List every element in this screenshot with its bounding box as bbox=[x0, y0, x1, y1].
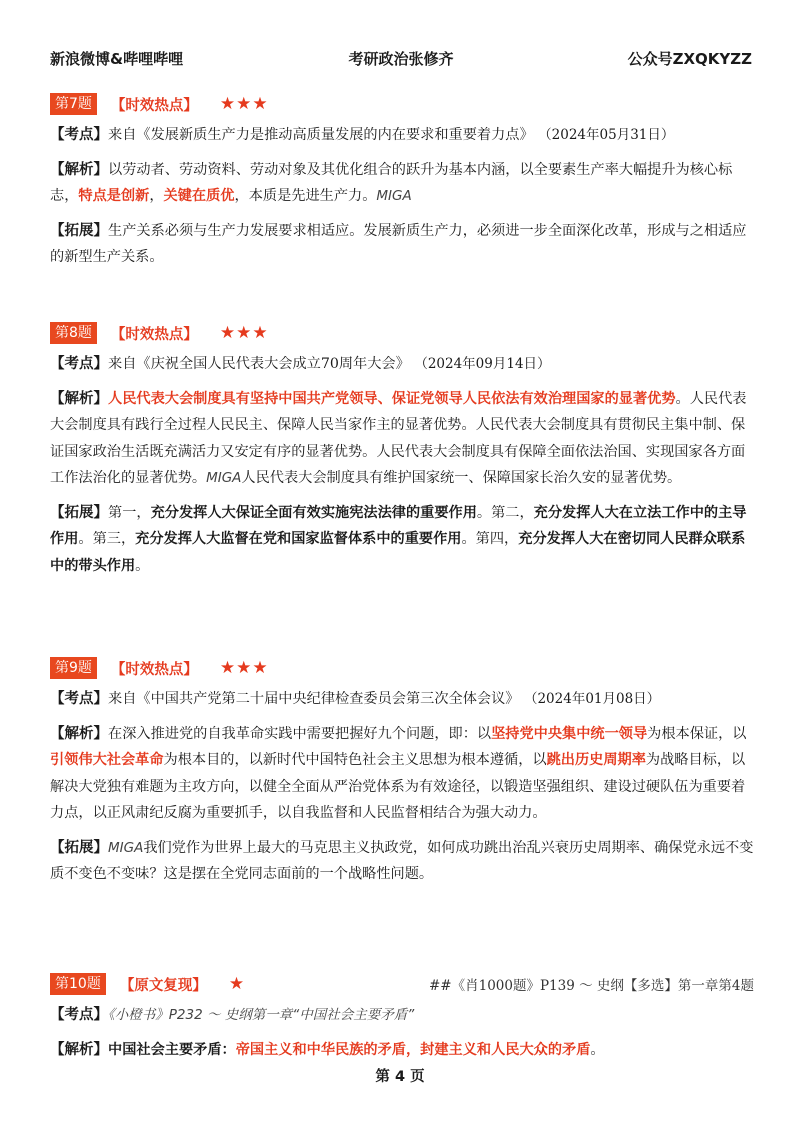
question-9 bbox=[50, 656, 754, 888]
question-9-title bbox=[50, 656, 754, 680]
page-number: 第 4 页 bbox=[375, 1069, 425, 1085]
star-rating: ★ bbox=[228, 974, 246, 994]
star-rating: ★★★ bbox=[219, 323, 269, 343]
header-title: 考研政治张修齐 bbox=[348, 50, 454, 68]
question-reference: ##《肖1000题》P139 ～ 史纲【多选】第一章第4题 bbox=[428, 978, 754, 994]
question-tag: 【时效热点】 bbox=[110, 661, 198, 678]
jiexi: 【解析】中国社会主要矛盾：帝国主义和中华民族的矛盾，封建主义和人民大众的矛盾。 bbox=[50, 1041, 605, 1058]
jiexi: 【解析】人民代表大会制度具有坚持中国共产党领导、保证党领导人民依法有效治理国家的显著优势。人民代表大会制度具有践行全过程人民民主、保障人民当家作主的显著优势。人民代表大会制度具有贯彻民主集中制、保证国家政治生活既充满活力又安定有序的显著优势。人民代表大会制度具有保障全面依法治国、实现国家各方面工作法治化的显著优势。MIGA人民代表大会制度具有维护国家统一、保障国家长治久安的显著优势。 bbox=[50, 390, 747, 486]
page-header bbox=[50, 48, 752, 74]
kaodian: 【考点】来自《中国共产党第二十届中央纪律检查委员会第三次全体会议》 （2024年01月08日） bbox=[50, 691, 661, 707]
question-number-badge: 第9题 bbox=[50, 657, 97, 679]
question-number-badge: 第7题 bbox=[50, 93, 97, 115]
watermark: MIGA bbox=[206, 470, 242, 486]
star-rating: ★★★ bbox=[219, 658, 269, 678]
question-10-title bbox=[50, 972, 754, 996]
question-8 bbox=[50, 321, 754, 579]
question-number-badge: 第10题 bbox=[50, 973, 106, 995]
tuozhan: 【拓展】生产关系必须与生产力发展要求相适应。发展新质生产力，必须进一步全面深化改革，形成与之相适应的新型生产关系。 bbox=[50, 222, 747, 265]
question-7 bbox=[50, 92, 754, 271]
header-wechat-account: 公众号ZXQKYZZ bbox=[627, 50, 752, 68]
question-tag: 【时效热点】 bbox=[110, 326, 198, 343]
watermark: MIGA bbox=[376, 188, 412, 204]
jiexi: 【解析】以劳动者、劳动资料、劳动对象及其优化组合的跃升为基本内涵，以全要素生产率大幅提升为核心标志，特点是创新，关键在质优，本质是先进生产力。MIGA bbox=[50, 161, 733, 204]
jiexi: 【解析】在深入推进党的自我革命实践中需要把握好九个问题，即：以坚持党中央集中统一领导为根本保证，以引领伟大社会革命为根本目的，以新时代中国特色社会主义思想为根本遵循，以跳出历史周期率为战略目标，以解决大党独有难题为主攻方向，以健全全面从严治党体系为有效途径，以锻造坚强组织、建设过硬队伍为重要着力点，以正风肃纪反腐为重要抓手，以自我监督和人民监督相结合为强大动力。 bbox=[50, 725, 747, 821]
kaodian: 【考点】来自《发展新质生产力是推动高质量发展的内在要求和重要着力点》 （2024年05月31日） bbox=[50, 127, 675, 143]
question-10 bbox=[50, 972, 754, 1063]
question-number-badge: 第8题 bbox=[50, 322, 97, 344]
question-7-title bbox=[50, 92, 754, 116]
tuozhan: 【拓展】第一，充分发挥人大保证全面有效实施宪法法律的重要作用。第二，充分发挥人大在立法工作中的主导作用。第三，充分发挥人大监督在党和国家监督体系中的重要作用。第四，充分发挥人大在密切同人民群众联系中的带头作用。 bbox=[50, 504, 747, 574]
watermark: MIGA bbox=[108, 839, 144, 856]
tuozhan: 【拓展】MIGA我们党作为世界上最大的马克思主义执政党，如何成功跳出治乱兴衰历史周期率、确保党永远不变质不变色不变味？这是摆在全党同志面前的一个战略性问题。 bbox=[50, 839, 754, 882]
kaodian: 【考点】《小橙书》P232 ～ 史纲第一章“中国社会主要矛盾” bbox=[50, 1007, 415, 1023]
kaodian: 【考点】来自《庆祝全国人民代表大会成立70周年大会》 （2024年09月14日） bbox=[50, 356, 551, 372]
question-tag: 【时效热点】 bbox=[110, 97, 198, 114]
question-8-title bbox=[50, 321, 754, 345]
star-rating: ★★★ bbox=[219, 94, 269, 114]
header-weibo-bilibili: 新浪微博&哔哩哔哩 bbox=[50, 50, 184, 68]
question-tag: 【原文复现】 bbox=[119, 977, 207, 994]
